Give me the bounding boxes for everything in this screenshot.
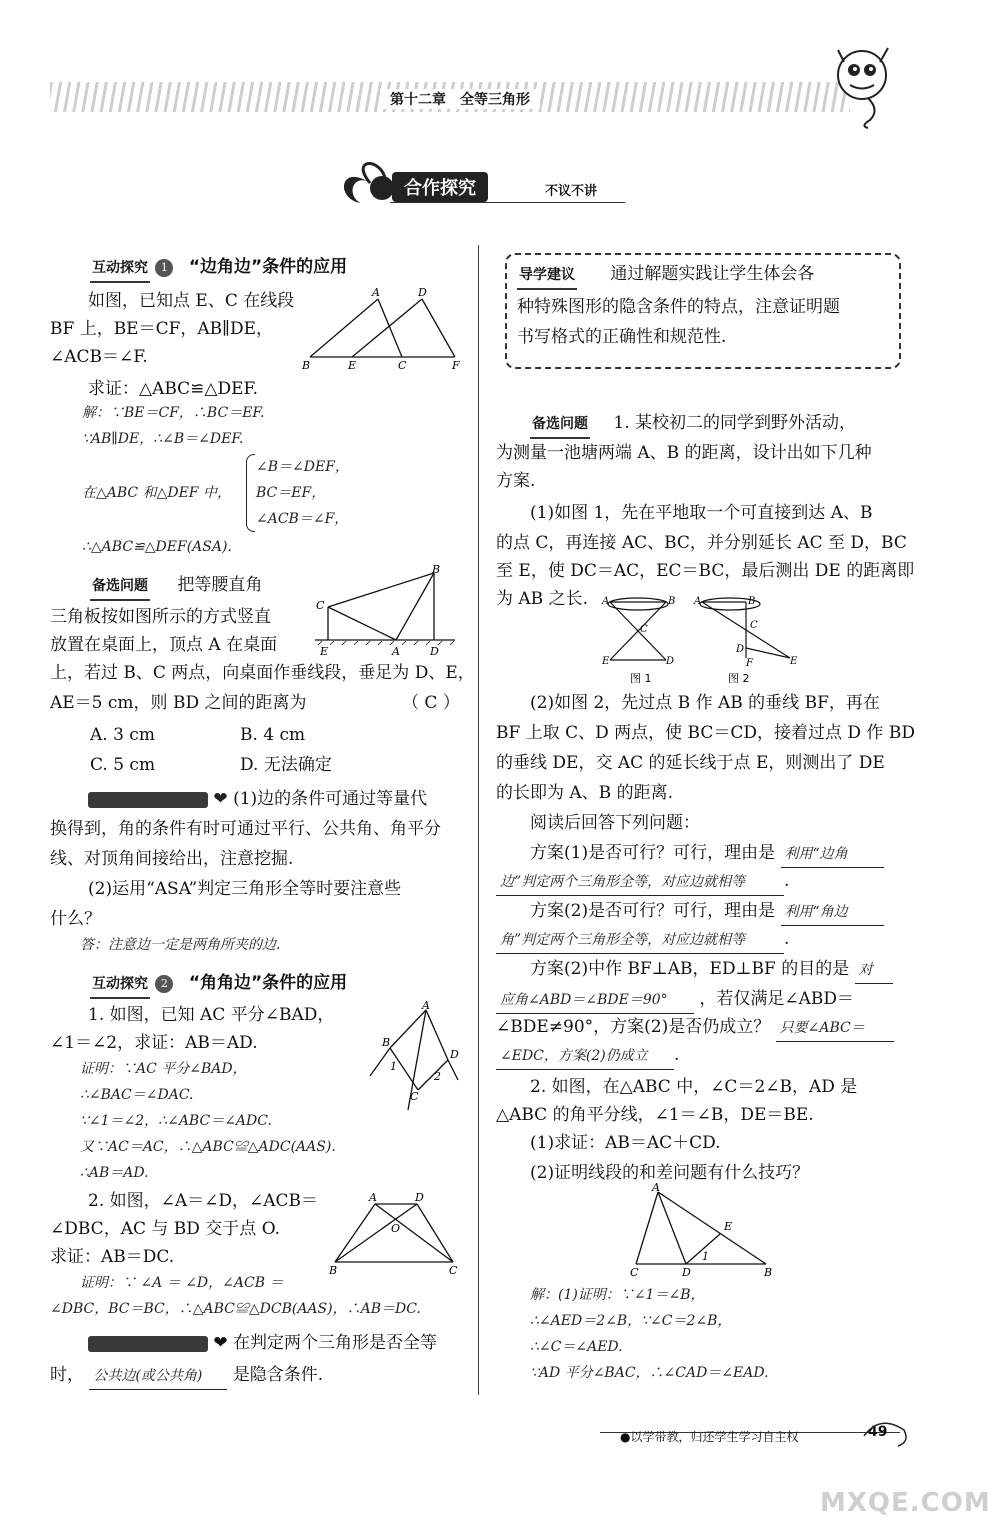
explore2-q2: ∠DBC，AC 与 BD 交于点 O. [50, 1219, 281, 1239]
fig-label: D [666, 656, 675, 667]
problem2-sol: ∴∠AED＝2∠B，∵∠C＝2∠B， [530, 1313, 732, 1329]
page-number: 49 [868, 1424, 888, 1440]
problem2-sol: ∵AD 平分∠BAC，∴∠CAD＝∠EAD. [530, 1365, 769, 1381]
fig-label: F [746, 658, 753, 669]
backup2-line: BF 上取 C、D 两点，使 BC＝CD，接着过点 D 作 BD [496, 723, 915, 743]
backup1-heading [90, 572, 262, 601]
guide-tag: 导学建议 [517, 262, 577, 290]
q1-line [530, 840, 884, 868]
problem2-sol: 解：(1)证明：∵∠1＝∠B， [530, 1287, 705, 1303]
brace-line: ∠ACB＝∠F， [256, 511, 349, 527]
q3-line [530, 956, 893, 984]
q3-answer: ∠EDC，方案(2)仍成立 [496, 1043, 674, 1070]
banner-title: 合作探究 [392, 172, 488, 202]
explore1-sol: 解：∵BE＝CF，∴BC＝EF. [82, 405, 265, 421]
fig-label: A [422, 1000, 430, 1012]
backup1-line: 把等腰直角 [177, 575, 263, 595]
explore1-figure [300, 285, 470, 375]
fig-label: B [382, 1036, 391, 1049]
fig-label: C [316, 599, 325, 612]
explore1-line: 如图，已知点 E、C 在线段 [88, 291, 295, 311]
brace [246, 454, 255, 532]
fig-label: A [602, 596, 610, 607]
q2-line [530, 898, 884, 926]
backup1-answer: （ C ） [402, 693, 460, 713]
fig-label: E [320, 645, 329, 658]
method1-line: 什么？ [50, 909, 101, 929]
fig-label: C [398, 359, 407, 372]
explore2-sol1: 证明：∵AC 平分∠BAD， [80, 1061, 247, 1077]
problem2-figure [620, 1182, 780, 1282]
q2-answer-cont: 角”判定两个三角形全等，对应边就相等 . [496, 926, 789, 954]
backup1-line: 放置在桌面上，顶点 A 在桌面 [50, 635, 278, 655]
q1-answer: 利用“边角 [781, 841, 884, 868]
fig-label: D [682, 1266, 691, 1279]
explore2-sol1: ∴AB＝AD. [80, 1165, 149, 1181]
fig-label: D [736, 644, 745, 655]
explore2-q2: 2. 如图，∠A＝∠D，∠ACB＝ [88, 1191, 319, 1211]
explore2-sol2: ∠DBC，BC＝BC，∴△ABC≌△DCB(AAS)，∴AB＝DC. [50, 1301, 421, 1317]
fig-label: F [452, 359, 460, 372]
fig-caption: 图 1 [630, 672, 652, 685]
backup1-line: 上，若过 B、C 两点，向桌面作垂线段，垂足为 D、E， [50, 663, 475, 683]
explore1-line: BF 上，BE＝CF，AB∥DE， [50, 319, 274, 339]
fig-label: D [450, 1048, 459, 1061]
banner-subtitle: 不议不讲 [545, 184, 598, 199]
method2-pre: 时， [50, 1365, 84, 1385]
problem2-line: △ABC 的角平分线，∠1＝∠B，DE＝BE. [496, 1105, 814, 1125]
backup2-line: 的长即为 A、B 的距离. [496, 783, 673, 803]
problem2-line: 2. 如图，在△ABC 中，∠C＝2∠B，AD 是 [530, 1077, 858, 1097]
explore1-conclusion: ∴△ABC≌△DEF(ASA). [82, 539, 232, 555]
brace-line: BC＝EF， [256, 485, 326, 501]
guide-text: 通过解题实践让学生体会各 [610, 264, 815, 284]
q2-question: 方案(2)是否可行？可行，理由是 [530, 901, 776, 921]
method-label-mark [88, 1336, 208, 1352]
q2-answer: 角”判定两个三角形全等，对应边就相等 [496, 927, 784, 954]
q3-mid: ，若仅满足∠ABD＝ [699, 989, 855, 1009]
fig-label: A [392, 645, 400, 658]
q3-answer: 应角∠ABD＝∠BDE＝90° [496, 987, 694, 1014]
method2-blank: 公共边(或公共角) [89, 1363, 227, 1390]
fig-label: B [432, 565, 441, 576]
brace-line: ∠B＝∠DEF， [256, 459, 349, 475]
banner-underline [390, 202, 625, 203]
explore1-sol: ∵AB∥DE，∴∠B＝∠DEF. [82, 431, 244, 447]
problem2-line: (1)求证：AB＝AC＋CD. [530, 1133, 721, 1153]
method1-line: (2)运用“ASA”判定三角形全等时要注意些 [88, 879, 402, 899]
explore2-q2: 求证：AB＝DC. [50, 1247, 175, 1267]
method1-line: (1)边的条件可通过等量代 [233, 789, 428, 809]
method1-line: 线、对顶角间接给出，注意挖掘. [50, 849, 294, 869]
fig-label: 1 [390, 1060, 397, 1073]
fig-label: E [724, 1220, 733, 1233]
method1-answer: 答：注意边一定是两角所夹的边. [80, 937, 281, 953]
watermark: MXQE.COM [820, 1488, 991, 1518]
chapter-title: 第十二章 全等三角形 [380, 89, 540, 109]
explore2-sol1: 又∵AC＝AC，∴△ABC≌△ADC(AAS). [80, 1139, 336, 1155]
q3-line2 [496, 986, 854, 1014]
explore2-figure2 [325, 1190, 465, 1280]
fig-label: D [430, 645, 439, 658]
q3-text: ∠BDE≠90°，方案(2)是否仍成立？ [496, 1017, 771, 1037]
q1-answer-cont: 边”判定两个三角形全等，对应边就相等 . [496, 868, 789, 896]
explore2-number: 2 [155, 975, 173, 993]
q2-answer: 利用“角边 [781, 899, 884, 926]
explore2-tag: 互动探究 [90, 971, 150, 999]
fig-label: B [302, 359, 311, 372]
q3-line3 [496, 1014, 894, 1042]
fig-caption: 图 2 [728, 672, 750, 685]
backup2-line: 为 AB 之长. [496, 589, 588, 609]
explore2-sol1: ∴∠BAC＝∠DAC. [80, 1087, 194, 1103]
fig-label: E [602, 656, 610, 667]
explore2-sol1: ∵∠1＝∠2，∴∠ABC＝∠ADC. [80, 1113, 272, 1129]
fig-label: C [449, 1264, 458, 1277]
guide-text: 种特殊图形的隐含条件的特点，注意证明题 [517, 297, 840, 317]
backup2-line: (1)如图 1，先在平地取一个可直接到达 A、B [530, 503, 873, 523]
mascot-icon [830, 40, 900, 130]
column-divider [478, 245, 479, 1395]
explore2-q1: ∠1＝∠2，求证：AB＝AD. [50, 1033, 258, 1053]
guide-line [517, 261, 889, 290]
explore2-heading [90, 970, 347, 999]
method1-heading: ❤ (1)边的条件可通过等量代 [88, 786, 427, 812]
explore2-sol2: 证明：∵ ∠A ＝ ∠D，∠ACB ＝ [80, 1275, 284, 1291]
explore2-title: “角角边”条件的应用 [188, 973, 348, 993]
q1-question: 方案(1)是否可行？可行，理由是 [530, 843, 776, 863]
backup2-line: 方案. [496, 471, 536, 491]
fig-label: B [668, 596, 676, 607]
explore1-heading [90, 254, 347, 283]
method1-line: 换得到，角的条件有时可通过平行、公共角、角平分 [50, 819, 441, 839]
explore2-q1: 1. 如图，已知 AC 平分∠BAD， [88, 1005, 335, 1025]
q3-line4: ∠EDC，方案(2)仍成立 . [496, 1042, 679, 1070]
option-c: C. 5 cm [90, 755, 156, 775]
fig-label: E [790, 656, 798, 667]
method2-heading: ❤ 在判定两个三角形是否全等 [88, 1330, 437, 1356]
fig-label: O [391, 1222, 401, 1235]
option-d: D. 无法确定 [240, 755, 332, 775]
fig-label: C [410, 1090, 419, 1103]
fig-label: C [750, 620, 758, 631]
method-label-mark [88, 792, 208, 808]
section-banner [330, 158, 630, 208]
backup2-line: 至 E，使 DC＝AC，EC＝BC，最后测出 DE 的距离即 [496, 561, 915, 581]
backup2-heading [530, 410, 856, 439]
page-swirl-icon [860, 1416, 910, 1450]
fig-label: D [418, 286, 427, 299]
backup2-figures [600, 590, 810, 690]
method2-post: 是隐含条件. [232, 1365, 324, 1385]
backup2-line: (2)如图 2，先过点 B 作 AB 的垂线 BF，再在 [530, 693, 880, 713]
method2-line [50, 1362, 323, 1390]
backup2-tag: 备选问题 [530, 411, 590, 439]
backup2-line: 阅读后回答下列问题： [530, 813, 700, 833]
backup2-line: 的点 C，再连接 AC、BC，并分别延长 AC 至 D，BC [496, 533, 907, 553]
fig-label: B [329, 1264, 338, 1277]
fig-label: C [640, 624, 648, 635]
fig-label: 2 [434, 1070, 441, 1083]
footer-motto: ●以学带教，归还学生学习自主权 [620, 1430, 799, 1444]
method2-text: 在判定两个三角形是否全等 [233, 1333, 438, 1353]
explore1-sol: 在△ABC 和△DEF 中， [82, 485, 231, 501]
q3-question: 方案(2)中作 BF⊥AB，ED⊥BF 的目的是 [530, 959, 850, 979]
backup1-figure [310, 565, 460, 660]
fig-label: D [415, 1191, 424, 1204]
fig-label: A [694, 596, 702, 607]
fig-label: E [348, 359, 357, 372]
explore1-prove: 求证：△ABC≌△DEF. [88, 379, 259, 399]
backup1-tag: 备选问题 [90, 573, 150, 601]
explore1-line: ∠ACB＝∠F. [50, 347, 148, 367]
explore1-tag: 互动探究 [90, 255, 150, 283]
guide-text: 书写格式的正确性和规范性. [517, 327, 727, 347]
backup2-line: 1. 某校初二的同学到野外活动， [613, 413, 857, 433]
explore1-number: 1 [155, 259, 173, 277]
problem2-line: (2)证明线段的和差问题有什么技巧？ [530, 1163, 810, 1183]
fig-label: 1 [702, 1250, 709, 1263]
option-a: A. 3 cm [90, 725, 155, 745]
backup1-line: AE＝5 cm，则 BD 之间的距离为 [50, 693, 307, 713]
fig-label: B [764, 1266, 773, 1279]
backup1-line: 三角板按如图所示的方式竖直 [50, 607, 271, 627]
fig-label: A [372, 286, 380, 299]
explore2-figure1 [362, 1000, 462, 1120]
fig-label: A [652, 1182, 660, 1194]
guide-box [505, 253, 901, 369]
fig-label: B [748, 596, 756, 607]
option-b: B. 4 cm [240, 725, 306, 745]
q3-answer: 只要∠ABC＝ [776, 1015, 894, 1042]
backup2-line: 的垂线 DE，交 AC 的延长线于点 E，则测出了 DE [496, 753, 885, 773]
q1-answer: 边”判定两个三角形全等，对应边就相等 [496, 869, 784, 896]
backup2-line: 为测量一池塘两端 A、B 的距离，设计出如下几种 [496, 443, 872, 463]
explore1-title: “边角边”条件的应用 [188, 257, 348, 277]
q3-answer: 对 [855, 957, 893, 984]
fig-label: C [630, 1266, 639, 1279]
problem2-sol: ∴∠C＝∠AED. [530, 1339, 623, 1355]
fig-label: A [369, 1191, 377, 1204]
